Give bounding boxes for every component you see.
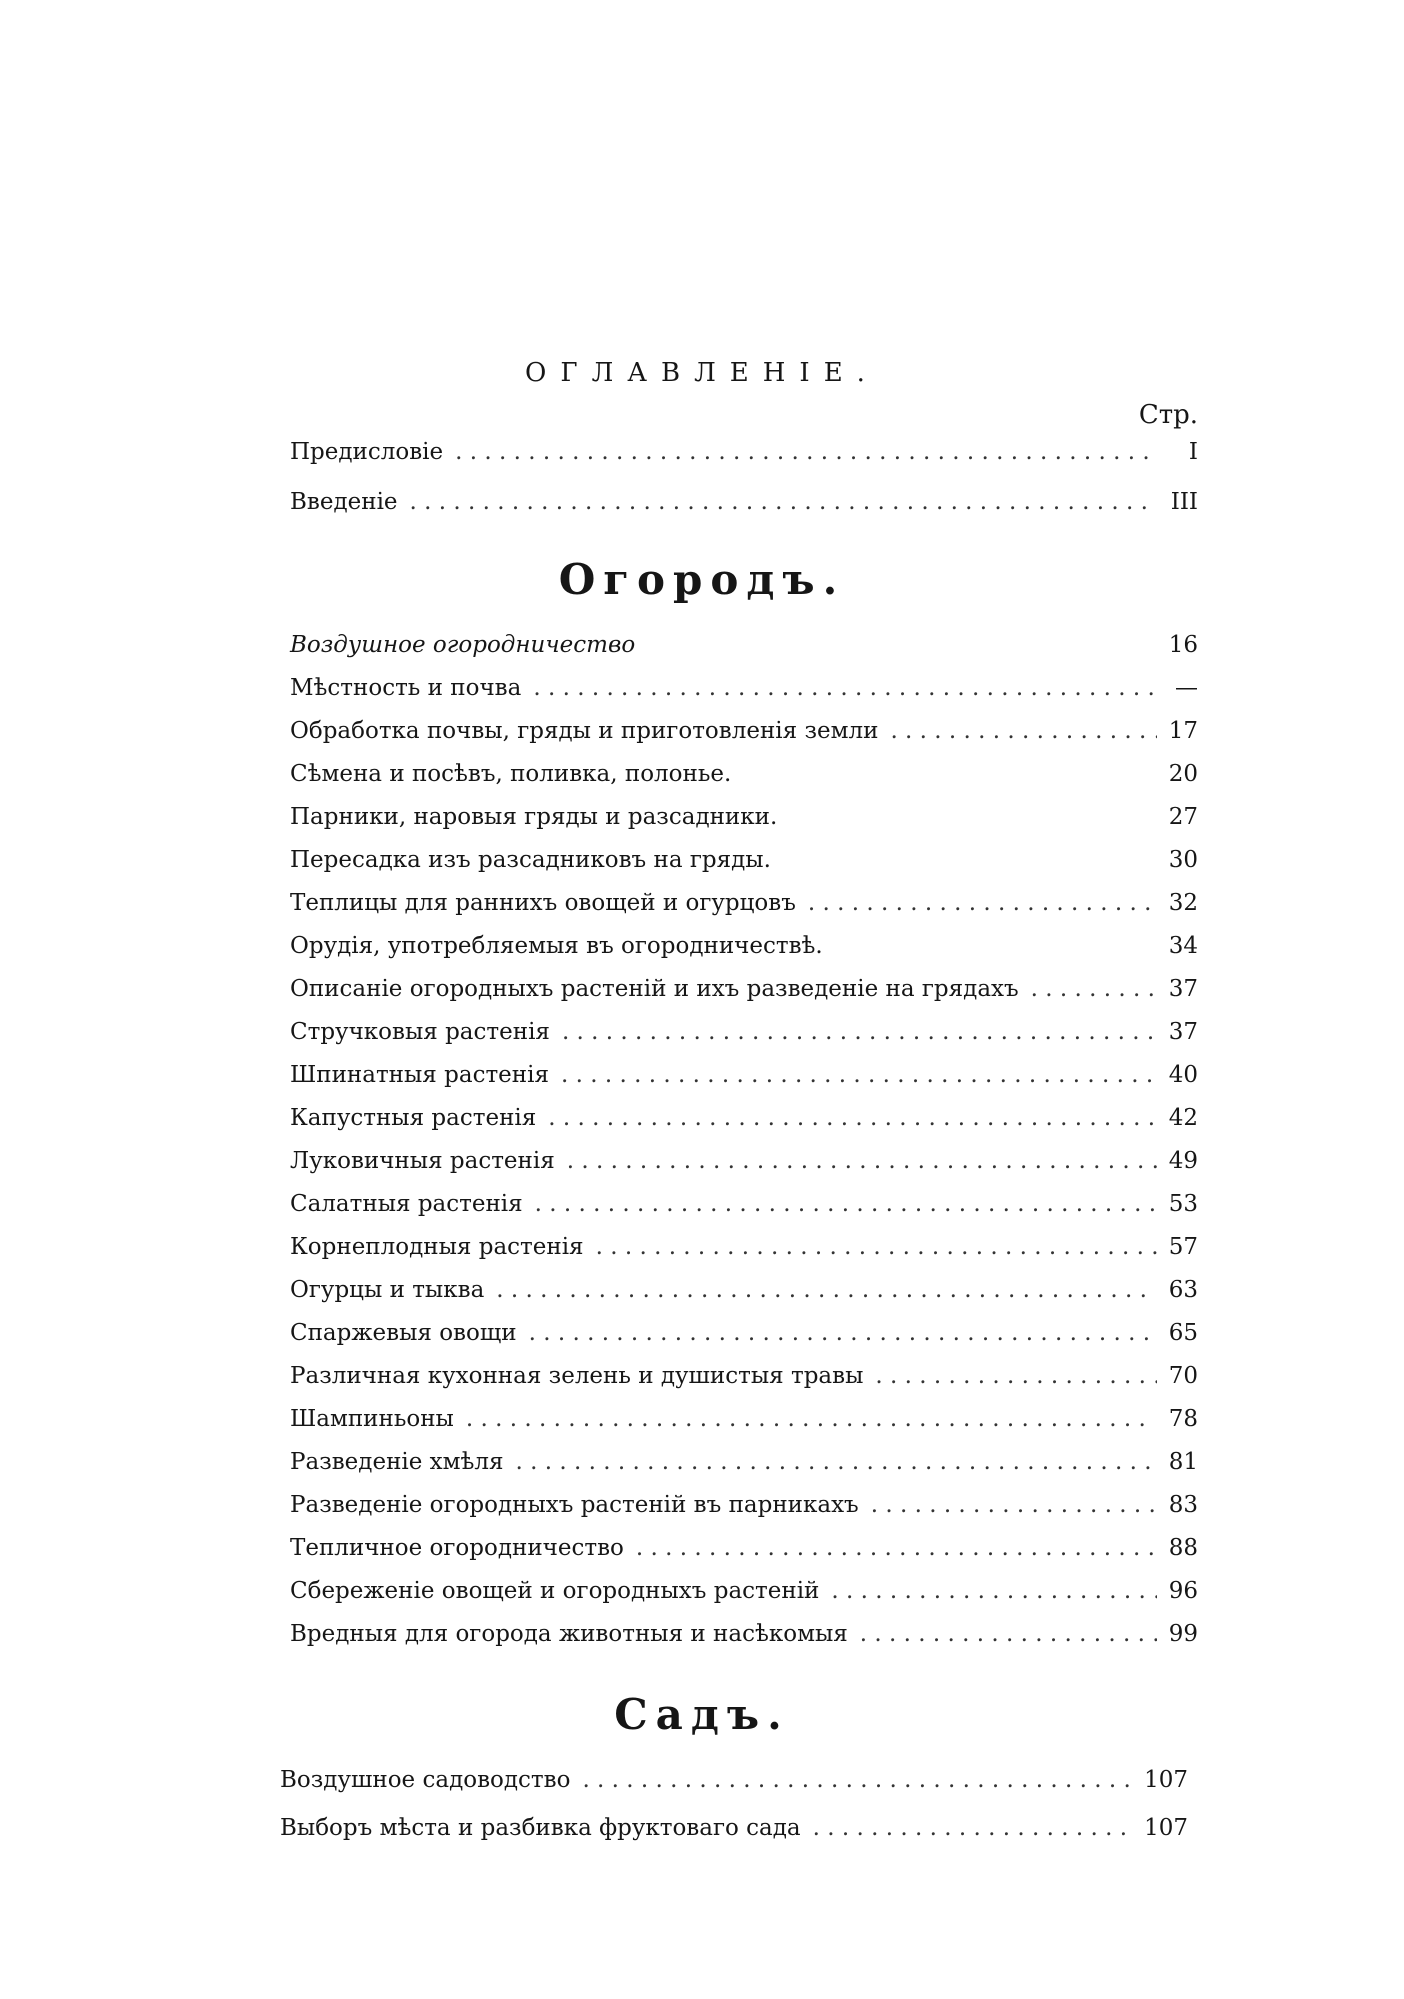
toc-entry[interactable]: [280, 1809, 1188, 1847]
section-heading-orchard: Садъ.: [614, 1690, 790, 1739]
leader-dots: [561, 1056, 1157, 1094]
toc-entry[interactable]: [290, 626, 1198, 664]
toc-entry-page: 99: [1168, 1621, 1198, 1647]
toc-entry-page: 96: [1168, 1578, 1198, 1604]
toc-entry-page: 30: [1168, 847, 1198, 873]
toc-entry-page: —: [1175, 675, 1198, 701]
toc-entry-title: Описаніе огородныхъ растеній и ихъ разведеніе на грядахъ: [290, 976, 1019, 1002]
toc-entry-title: Воздушное садоводство: [280, 1767, 571, 1793]
toc-entry-page: 34: [1168, 933, 1198, 959]
leader-dots: [548, 1099, 1156, 1137]
toc-entry-page: III: [1170, 489, 1198, 515]
leader-dots: [636, 1529, 1157, 1567]
toc-entry-page: 40: [1168, 1062, 1198, 1088]
toc-entry[interactable]: [290, 798, 1198, 836]
toc-entry-title: Вредныя для огорода животныя и насѣкомыя: [290, 1621, 848, 1647]
toc-entry-page: 107: [1144, 1767, 1188, 1793]
toc-entry[interactable]: [290, 433, 1198, 471]
toc-entry[interactable]: [290, 884, 1198, 922]
toc-entry-page: 32: [1168, 890, 1198, 916]
leader-dots: [529, 1314, 1156, 1352]
toc-heading: ОГЛАВЛЕНІЕ.: [525, 358, 879, 388]
leader-dots: [455, 433, 1152, 471]
toc-entry[interactable]: [290, 841, 1198, 879]
toc-entry-title: Капустныя растенія: [290, 1105, 537, 1131]
toc-entry-page: 107: [1144, 1815, 1188, 1841]
toc-entry-page: 16: [1168, 632, 1198, 658]
toc-entry-title: Парники, наровыя гряды и разсадники.: [290, 804, 778, 830]
toc-entry-page: 53: [1168, 1191, 1198, 1217]
toc-entry-page: 37: [1168, 1019, 1198, 1045]
leader-dots: [582, 1761, 1132, 1799]
toc-entry-page: 70: [1168, 1363, 1198, 1389]
leader-dots: [496, 1271, 1154, 1309]
toc-entry-title: Сбереженіе овощей и огородныхъ растеній: [290, 1578, 820, 1604]
toc-entry[interactable]: [290, 1443, 1198, 1481]
leader-dots: [535, 1185, 1156, 1223]
leader-dots: [596, 1228, 1157, 1266]
toc-entry[interactable]: [290, 970, 1198, 1008]
toc-entry[interactable]: [290, 483, 1198, 521]
leader-dots: [890, 712, 1156, 750]
toc-entry[interactable]: [290, 755, 1198, 793]
toc-entry-title: Обработка почвы, гряды и приготовленія земли: [290, 718, 879, 744]
leader-dots: [410, 483, 1151, 521]
leader-dots: [860, 1615, 1157, 1653]
toc-entry-title: Выборъ мѣста и разбивка фруктоваго сада: [280, 1815, 801, 1841]
toc-entry-title: Мѣстность и почва: [290, 675, 522, 701]
toc-entry[interactable]: [290, 1185, 1198, 1223]
leader-dots: [1031, 970, 1157, 1008]
page-column-label: Стр.: [1138, 400, 1198, 430]
toc-entry-title: Сѣмена и посѣвъ, поливка, полонье.: [290, 761, 732, 787]
toc-entry[interactable]: [290, 1228, 1198, 1266]
toc-entry[interactable]: [290, 1099, 1198, 1137]
toc-entry-title: Орудія, употребляемыя въ огородничествѣ.: [290, 933, 823, 959]
toc-entry[interactable]: [290, 669, 1198, 707]
toc-entry-page: 78: [1168, 1406, 1198, 1432]
toc-entry-title: Различная кухонная зелень и душистыя травы: [290, 1363, 864, 1389]
leader-dots: [871, 1486, 1157, 1524]
toc-entry-title: Шампиньоны: [290, 1406, 454, 1432]
toc-entry-page: 63: [1168, 1277, 1198, 1303]
toc-entry[interactable]: [290, 1357, 1198, 1395]
toc-entry[interactable]: [280, 1761, 1188, 1799]
toc-entry-title: Разведеніе огородныхъ растеній въ парникахъ: [290, 1492, 859, 1518]
toc-entry[interactable]: [290, 1314, 1198, 1352]
toc-entry-title: Теплицы для раннихъ овощей и огурцовъ: [290, 890, 796, 916]
leader-dots: [567, 1142, 1157, 1180]
toc-entry[interactable]: [290, 1271, 1198, 1309]
leader-dots: [875, 1357, 1156, 1395]
toc-entry-title: Корнеплодныя растенія: [290, 1234, 584, 1260]
toc-entry[interactable]: [290, 1486, 1198, 1524]
toc-entry-page: 81: [1168, 1449, 1198, 1475]
toc-entry-page: 83: [1168, 1492, 1198, 1518]
toc-entry[interactable]: [290, 1529, 1198, 1567]
toc-entry[interactable]: [290, 1013, 1198, 1051]
toc-entry-title: Разведеніе хмѣля: [290, 1449, 504, 1475]
leader-dots: [831, 1572, 1156, 1610]
toc-entry-page: 37: [1168, 976, 1198, 1002]
toc-entry-title: Салатныя растенія: [290, 1191, 523, 1217]
toc-entry-page: 49: [1168, 1148, 1198, 1174]
toc-entry-page: 57: [1168, 1234, 1198, 1260]
toc-entry-title: Спаржевыя овощи: [290, 1320, 517, 1346]
toc-entry[interactable]: [290, 1142, 1198, 1180]
toc-entry-title: Введеніе: [290, 489, 398, 515]
toc-entry[interactable]: [290, 712, 1198, 750]
leader-dots: [466, 1400, 1153, 1438]
toc-entry-page: 88: [1168, 1535, 1198, 1561]
toc-entry-title: Огурцы и тыква: [290, 1277, 485, 1303]
toc-entry-title: Пересадка изъ разсадниковъ на гряды.: [290, 847, 771, 873]
toc-entry-page: 27: [1168, 804, 1198, 830]
toc-entry-page: 42: [1168, 1105, 1198, 1131]
toc-entry-title: Воздушное огородничество: [290, 632, 636, 658]
toc-entry[interactable]: [290, 1056, 1198, 1094]
leader-dots: [562, 1013, 1157, 1051]
toc-entry-title: Луковичныя растенія: [290, 1148, 555, 1174]
toc-entry-title: Шпинатныя растенія: [290, 1062, 549, 1088]
toc-entry-page: 17: [1168, 718, 1198, 744]
leader-dots: [533, 669, 1155, 707]
leader-dots: [516, 1443, 1155, 1481]
toc-entry[interactable]: [290, 1615, 1198, 1653]
toc-entry[interactable]: [290, 927, 1198, 965]
leader-dots: [813, 1809, 1132, 1847]
toc-entry-title: Тепличное огородничество: [290, 1535, 624, 1561]
toc-entry-title: Предисловіе: [290, 439, 444, 465]
section-heading-garden: Огородъ.: [558, 555, 846, 604]
toc-entry-page: 65: [1168, 1320, 1198, 1346]
toc-entry[interactable]: [290, 1400, 1198, 1438]
leader-dots: [808, 884, 1157, 922]
toc-entry-page: 20: [1168, 761, 1198, 787]
toc-entry-page: I: [1188, 439, 1198, 465]
toc-entry-title: Стручковыя растенія: [290, 1019, 550, 1045]
toc-entry[interactable]: [290, 1572, 1198, 1610]
